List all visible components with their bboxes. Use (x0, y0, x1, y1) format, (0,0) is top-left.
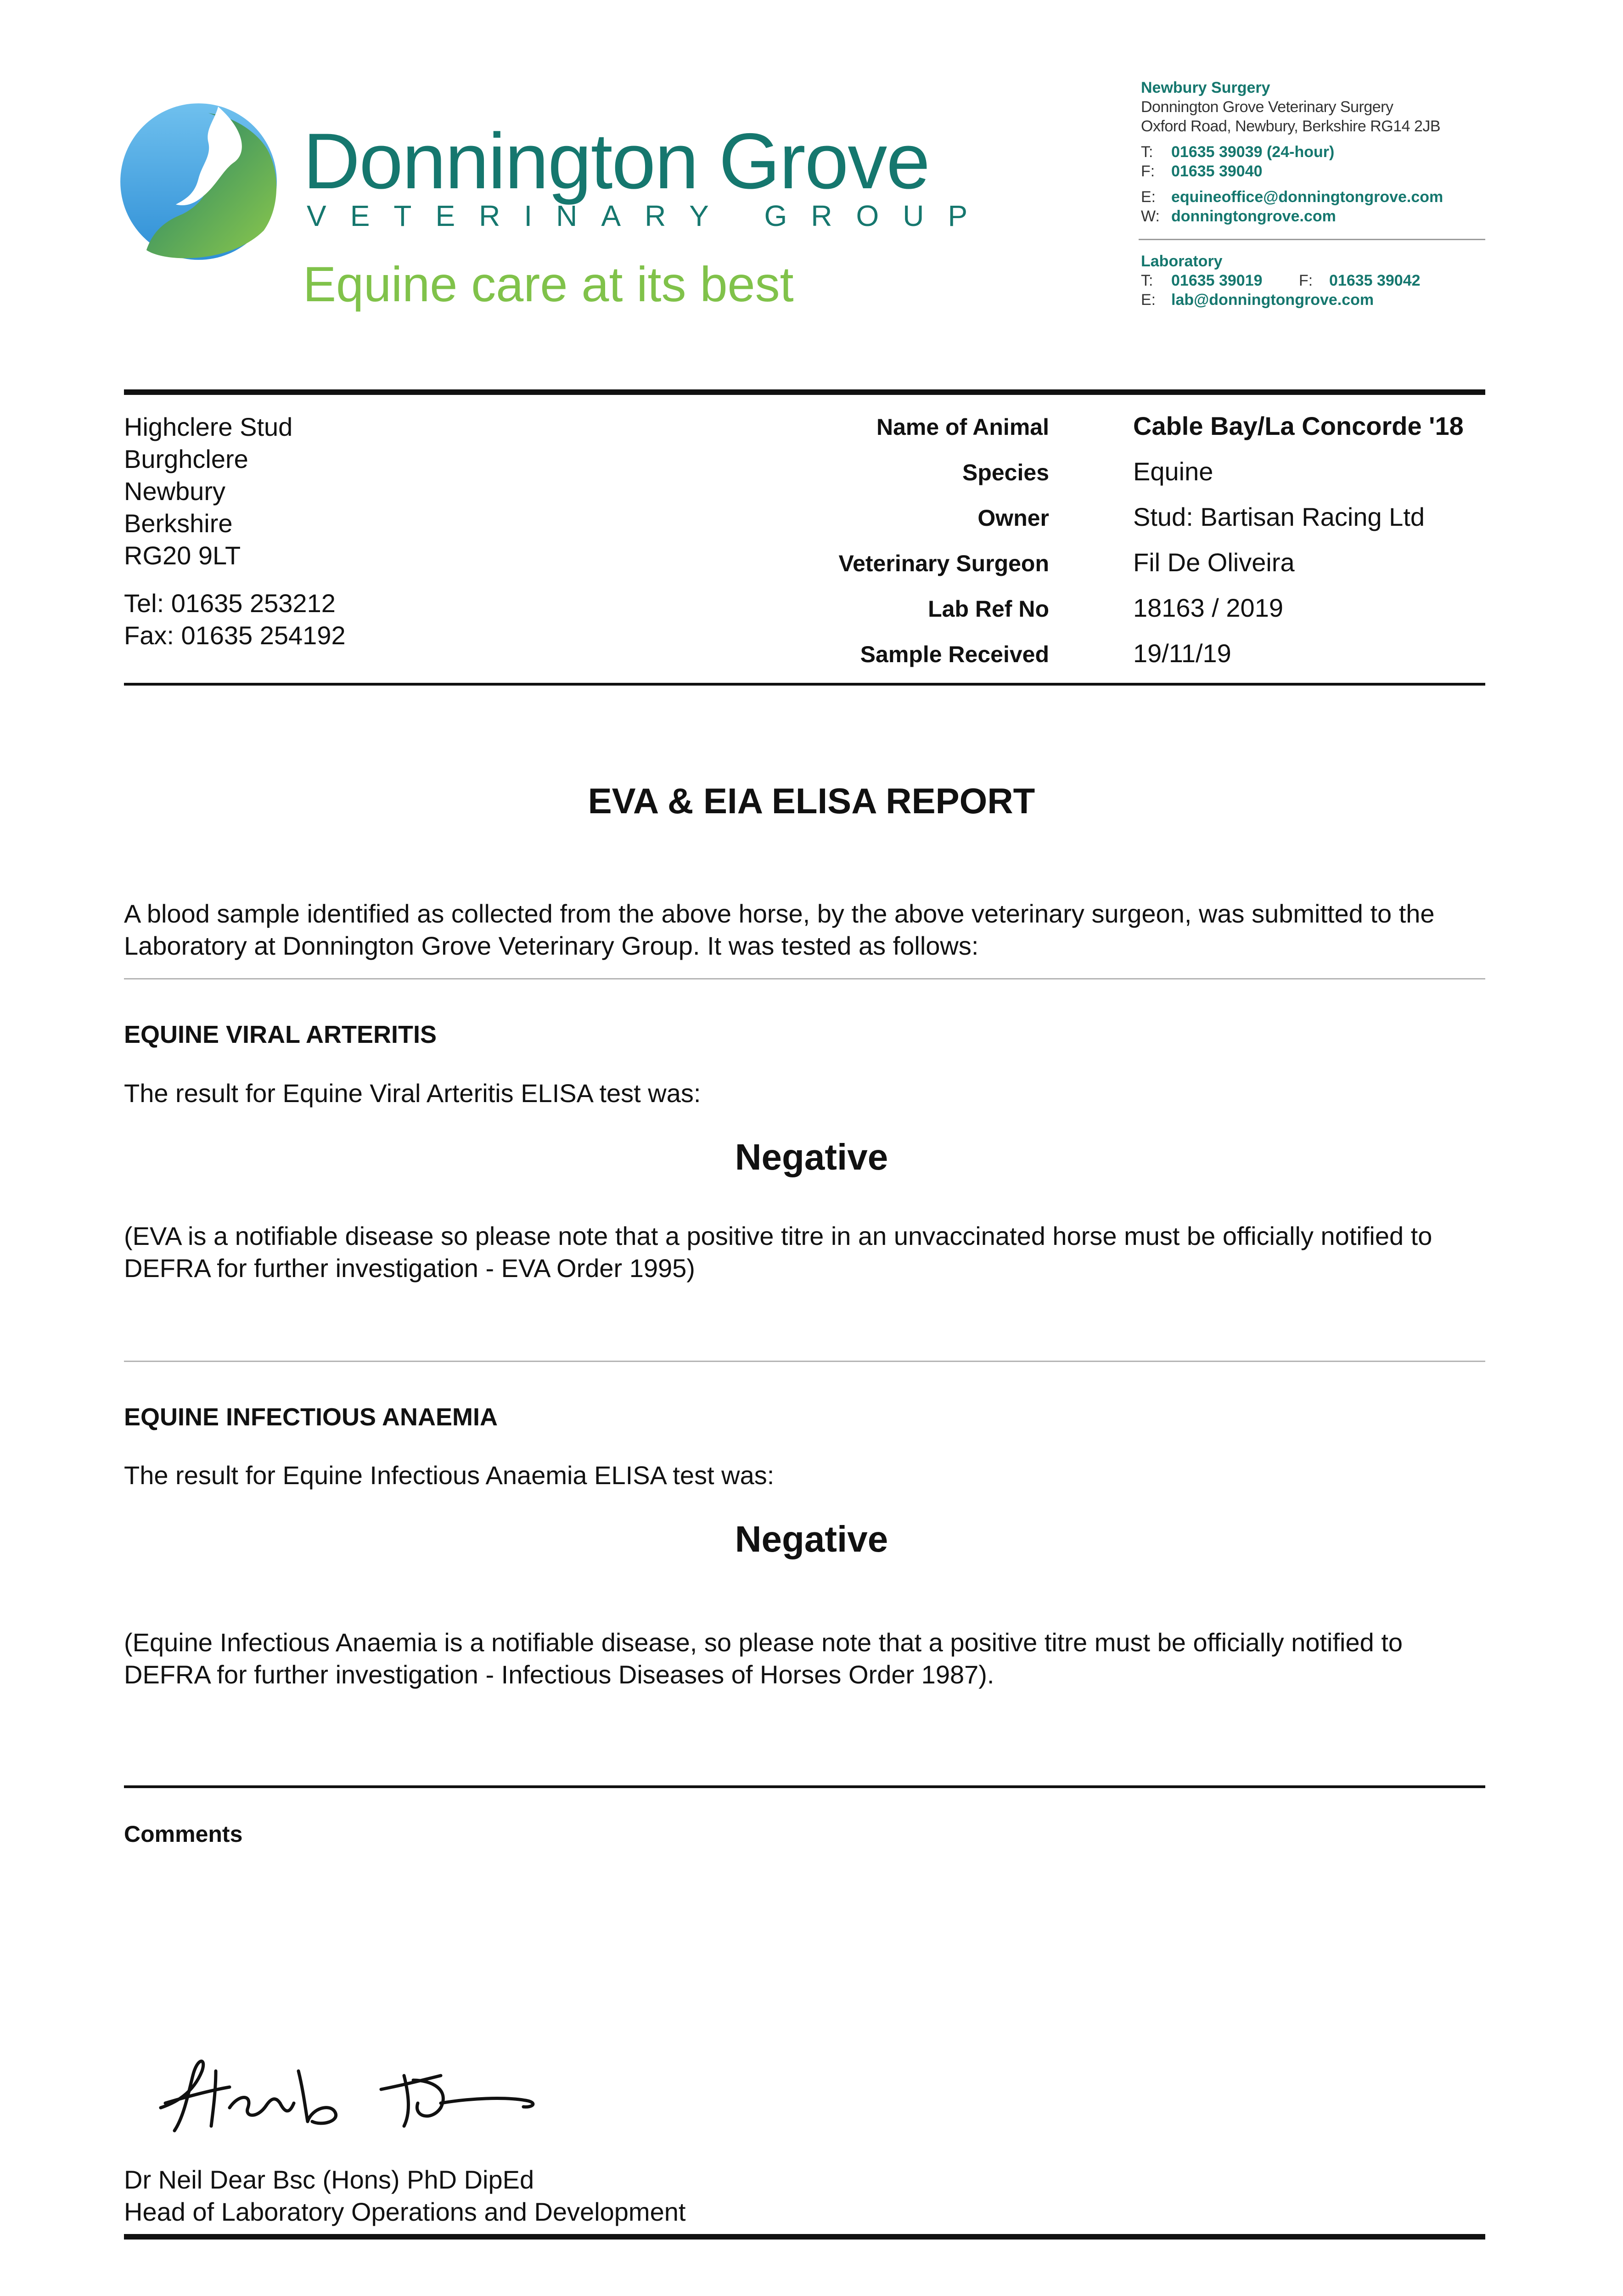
horse-head-logo-icon (117, 100, 280, 263)
detail-label: Name of Animal (876, 414, 1049, 440)
address-line: Highclere Stud (124, 412, 293, 441)
report-intro: A blood sample identified as collected from the above horse, by the above veterinary surgeon, was submitted to the Laboratory at Donnington Grove Veterinary Group. It was tested as follows: (124, 899, 1435, 960)
detail-label: Species (962, 460, 1049, 485)
lab-ref-value: 18163 / 2019 (1133, 593, 1283, 622)
address-line: Newbury (124, 477, 225, 506)
eia-note: (Equine Infectious Anaemia is a notifiable disease, so please note that a positive titre must be officially notified to DEFRA for further investigation - Infectious Diseases of Horses Order 1987). (124, 1628, 1403, 1689)
recipient-fax: Fax: 01635 254192 (124, 621, 346, 650)
surgery-phone: 01635 39039 (24-hour) (1171, 143, 1335, 161)
animal-name: Cable Bay/La Concorde '18 (1133, 411, 1464, 440)
surgery-fax: 01635 39040 (1171, 163, 1263, 180)
animal-details (838, 411, 1488, 684)
laboratory-title: Laboratory (1141, 253, 1223, 270)
eia-lead: The result for Equine Infectious Anaemia ELISA test was: (124, 1461, 775, 1490)
detail-row (845, 593, 1488, 638)
contact-divider (1139, 239, 1485, 240)
lab-email-link[interactable]: lab@donningtongrove.com (1171, 291, 1374, 309)
brand-tagline: Equine care at its best (303, 256, 794, 312)
detail-row (845, 456, 1488, 502)
detail-label: Lab Ref No (928, 596, 1049, 622)
lab-fax-label: F: (1299, 272, 1313, 289)
eva-lead: The result for Equine Viral Arteritis ELISA test was: (124, 1079, 701, 1108)
comments-divider (124, 1785, 1485, 1788)
surgery-name: Donnington Grove Veterinary Surgery (1141, 98, 1393, 116)
surgery-contact-block (1141, 78, 1443, 226)
section-divider (124, 1361, 1485, 1362)
lab-tel-label: T: (1141, 272, 1153, 289)
eva-note: (EVA is a notifiable disease so please note that a positive titre in an unvaccinated horse must be officially notified to DEFRA for further investigation - EVA Order 1995) (124, 1221, 1432, 1283)
surgery-email-link[interactable]: equineoffice@donningtongrove.com (1171, 188, 1443, 206)
detail-label: Owner (977, 505, 1049, 531)
lab-phone: 01635 39019 (1171, 272, 1263, 289)
surgery-address: Oxford Road, Newbury, Berkshire RG14 2JB (1141, 118, 1441, 135)
recipient-address (124, 411, 346, 652)
address-line: Burghclere (124, 445, 248, 473)
eia-heading: EQUINE INFECTIOUS ANAEMIA (124, 1403, 498, 1431)
sample-received-value: 19/11/19 (1133, 639, 1231, 668)
detail-label: Veterinary Surgeon (838, 551, 1049, 576)
lab-email-label: E: (1141, 291, 1156, 309)
detail-row (845, 638, 1488, 684)
eva-heading: EQUINE VIRAL ARTERITIS (124, 1021, 437, 1048)
surgeon-value: Fil De Oliveira (1133, 548, 1295, 577)
detail-row (838, 547, 1488, 593)
detail-row (845, 502, 1488, 547)
section-divider (124, 978, 1485, 979)
header-divider (124, 389, 1485, 395)
surgery-title: Newbury Surgery (1141, 79, 1270, 96)
species-value: Equine (1133, 457, 1213, 486)
fax-label: F: (1141, 163, 1155, 180)
signatory-block (124, 2164, 685, 2228)
signatory-role: Head of Laboratory Operations and Development (124, 2197, 686, 2226)
tel-label: T: (1141, 143, 1153, 161)
details-divider (124, 683, 1485, 686)
address-line: Berkshire (124, 509, 233, 538)
signatory-name: Dr Neil Dear Bsc (Hons) PhD DipEd (124, 2165, 534, 2194)
footer-divider (124, 2234, 1485, 2240)
laboratory-contact-block (1141, 252, 1421, 310)
eia-result: Negative (735, 1519, 888, 1559)
brand-name: Donnington Grove (303, 117, 929, 205)
address-line: RG20 9LT (124, 541, 241, 570)
email-label: E: (1141, 188, 1156, 206)
website-link[interactable]: donningtongrove.com (1171, 208, 1336, 225)
brand-group-name: VETERINARY GROUP (307, 199, 992, 232)
eva-result: Negative (735, 1137, 888, 1177)
detail-row (845, 411, 1488, 456)
recipient-phone: Tel: 01635 253212 (124, 589, 336, 618)
report-title: EVA & EIA ELISA REPORT (588, 781, 1035, 821)
web-label: W: (1141, 208, 1160, 225)
detail-label: Sample Received (860, 642, 1049, 667)
lab-fax: 01635 39042 (1329, 272, 1421, 289)
owner-value: Stud: Bartisan Racing Ltd (1133, 502, 1425, 531)
signature-icon (147, 2039, 542, 2144)
comments-heading: Comments (124, 1821, 243, 1847)
